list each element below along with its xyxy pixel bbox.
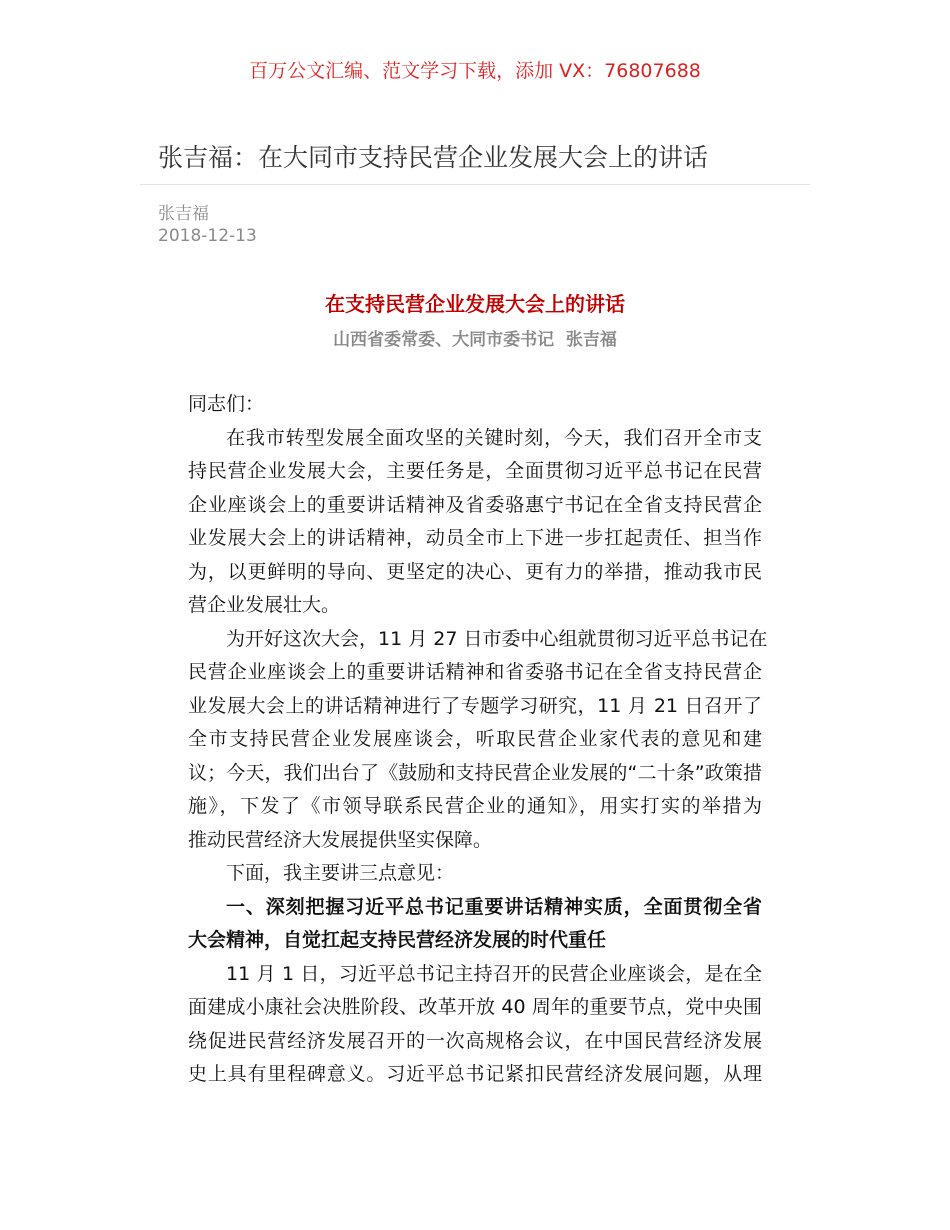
text-line: 施》，下发了《市领导联系民营企业的通知》，用实打实的举措为 — [188, 795, 762, 817]
text-line: 营企业发展壮大。 — [188, 594, 341, 616]
title-divider — [140, 184, 810, 185]
paragraph — [188, 958, 762, 1092]
text-line: 绕促进民营经济发展召开的一次高规格会议，在中国民营经济发展 — [188, 1029, 762, 1052]
paragraph — [188, 857, 762, 891]
text-line: 议；今天，我们出台了《鼓励和支持民营企业发展的“二十条”政策措 — [188, 761, 762, 784]
text-line: 为开好这次大会，11 月 27 日市委中心组就贯彻习近平总书记在 — [226, 627, 768, 650]
publish-date: 2018-12-13 — [158, 226, 257, 246]
text-line: 民营企业座谈会上的重要讲话精神和省委骆书记在全省支持民营企 — [188, 661, 762, 683]
article-body — [188, 388, 768, 1092]
paragraph — [188, 623, 768, 858]
text-line: 一、深刻把握习近平总书记重要讲话精神实质，全面贯彻全省 — [226, 895, 762, 918]
paragraph — [188, 388, 762, 422]
text-line: 大会精神，自觉扛起支持民营经济发展的时代重任 — [188, 929, 607, 951]
paragraph — [188, 422, 762, 623]
text-line: 面建成小康社会决胜阶段、改革开放 40 周年的重要节点，党中央围 — [188, 996, 762, 1018]
text-line: 企业座谈会上的重要讲话精神及省委骆惠宁书记在全省支持民营企 — [188, 493, 762, 516]
text-line: 推动民营经济大发展提供坚实保障。 — [188, 828, 493, 851]
text-line: 11 月 1 日，习近平总书记主持召开的民营企业座谈会，是在全 — [226, 962, 762, 985]
text-line: 同志们： — [188, 393, 265, 415]
speech-heading: 在支持民营企业发展大会上的讲话 — [325, 292, 625, 316]
text-line: 为，以更鲜明的导向、更坚定的决心、更有力的举措，推动我市民 — [188, 560, 762, 583]
text-line: 业发展大会上的讲话精神，动员全市上下进一步扛起责任、担当作 — [188, 527, 762, 549]
text-line: 在我市转型发展全面攻坚的关键时刻，今天，我们召开全市支 — [226, 426, 762, 449]
promo-banner: 百万公文汇编、范文学习下载，添加 VX：76807688 — [249, 60, 701, 82]
text-line: 业发展大会上的讲话精神进行了专题学习研究，11 月 21 日召开了 — [188, 694, 762, 717]
article-meta — [158, 203, 257, 247]
section-heading — [188, 891, 762, 958]
text-line: 持民营企业发展大会，主要任务是，全面贯彻习近平总书记在民营 — [188, 460, 762, 482]
text-line: 史上具有里程碑意义。习近平总书记紧扣民营经济发展问题，从理 — [188, 1063, 762, 1085]
speech-subheading: 山西省委常委、大同市委书记 张吉福 — [333, 330, 617, 350]
author-name: 张吉福 — [158, 204, 209, 224]
page-title: 张吉福：在大同市支持民营企业发展大会上的讲话 — [158, 143, 709, 172]
text-line: 全市支持民营企业发展座谈会，听取民营企业家代表的意见和建 — [188, 728, 762, 750]
text-line: 下面，我主要讲三点意见： — [226, 862, 455, 884]
